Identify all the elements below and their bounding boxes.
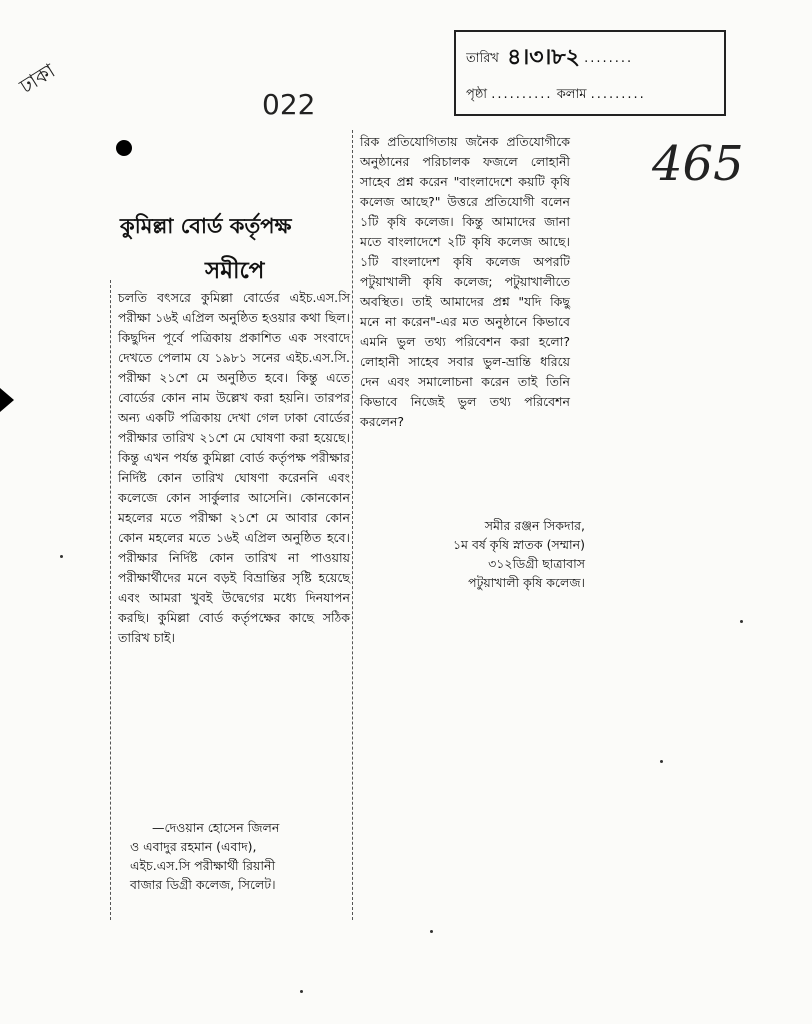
date-stamp-box: তারিখ ৪।৩।৮২ ........ পৃষ্ঠা .......... কলাম ......... [454,30,726,116]
headline-line-2: সমীপে [205,258,265,284]
letter-1-paragraph: চলতি বৎসরে কুমিল্লা বোর্ডের এইচ.এস.সি পরীক্ষা ১৬ই এপ্রিল অনুষ্ঠিত হওয়ার কথা ছিল। কিছুদিন পূর্বে পত্রিকায় প্রকাশিত এক সংবাদে দেখতে পেলাম যে ১৯৮১ সনের এইচ.এস.সি. পরীক্ষা ২১শে মে অনুষ্ঠিত হবে। কিন্তু এতে বোর্ডের কোন নাম উল্লেখ করা হয়নি। তারপর অন্য একটি পত্রিকায় দেখা গেল ঢাকা বোর্ডের পরীক্ষার তারিখ ২১শে মে ঘোষণা করা হয়েছে। কিন্তু এখন পর্যন্ত কুমিল্লা বোর্ড কর্তৃপক্ষ পরীক্ষার নির্দিষ্ট কোন তারিখ ঘোষণা করেননি এবং কলেজে কোন সার্কুলার আসেনি। কোনকোন মহলের মতে পরীক্ষা ২১শে মে আবার কোন কোন মহলের মতে ১৬ই এপ্রিল অনুষ্ঠিত হবে। পরীক্ষার নির্দিষ্ট কোন তারিখ না পাওয়ায় পরীক্ষার্থীদের মনে বড়ই বিভ্রান্তির সৃষ্টি হয়েছে এবং আমরা খুবই উদ্বেগের মধ্যে দিনযাপন করছি। কুমিল্লা বোর্ড কর্তৃপক্ষের কাছে সঠিক তারিখ চাই। [118,290,350,645]
signature-line: ১ম বর্ষ কৃষি স্নাতক (সম্মান) [452,537,585,552]
signature-line: বাজার ডিগ্রী কলেজ, সিলেট। [130,877,276,892]
headline-line-1: কুমিল্লা বোর্ড কর্তৃপক্ষ [120,214,292,238]
letter-2-paragraph: রিক প্রতিযোগিতায় জনৈক প্রতিযোগীকে অনুষ্ঠানের পরিচালক ফজলে লোহানী সাহেব প্রশ্ন করেন "বাংলাদেশে কয়টি কৃষি কলেজ আছে?" উত্তরে প্রতিযোগী বলেন ১টি কৃষি কলেজ। কিন্তু আমাদের জানা মতে বাংলাদেশে ২টি কৃষি কলেজ আছে। ১টি বাংলাদেশ কৃষি কলেজ অপরটি পটুয়াখালী কৃষি কলেজ; পটুয়াখালীতে অবস্থিত। তাই আমাদের প্রশ্ন "যদি কিছু মনে না করেন"-এর মত অনুষ্ঠানে কিভাবে এমনি ভুল তথ্য পরিবেশন করা হলো? লোহানী সাহেব সবার ভুল-ভ্রান্তি ধরিয়ে দেন এবং সমালোচনা করেন তাই তিনি কিভাবে নিজেই ভুল তথ্য পরিবেশন করলেন? [360,134,570,429]
letter-2-signature [385,516,585,592]
letter-1-body [118,288,350,648]
signature-line: পটুয়াখালী কৃষি কলেজ। [468,575,585,590]
letter-2-body [360,132,570,432]
punch-mark [0,388,14,412]
signature-line: এইচ.এস.সি পরীক্ষার্থী রিয়ানী [130,858,276,873]
letter-1-signature [130,818,352,894]
date-label: তারিখ [466,51,499,66]
page-code: 022 [262,88,316,121]
ink-blot [116,140,132,156]
handwritten-number: 465 [652,136,744,192]
signature-line: —দেওয়ান হোসেন জিলন [152,820,280,835]
corner-handwritten-note: ঢাকা [15,58,60,99]
signature-line: ও এবাদুর রহমান (এবাদ), [130,839,257,854]
clipping-edge-middle [352,130,353,920]
page-label: পৃষ্ঠা [466,87,488,102]
column-label: কলাম [556,87,587,102]
clipping-edge-left [110,280,111,920]
signature-line: সমীর রঞ্জন সিকদার, [484,518,585,533]
date-dots: ........ [584,51,634,66]
signature-line: ৩১২ডিগ্রী ছাত্রাবাস [488,556,585,571]
date-value: ৪।৩।৮২ [507,48,580,68]
